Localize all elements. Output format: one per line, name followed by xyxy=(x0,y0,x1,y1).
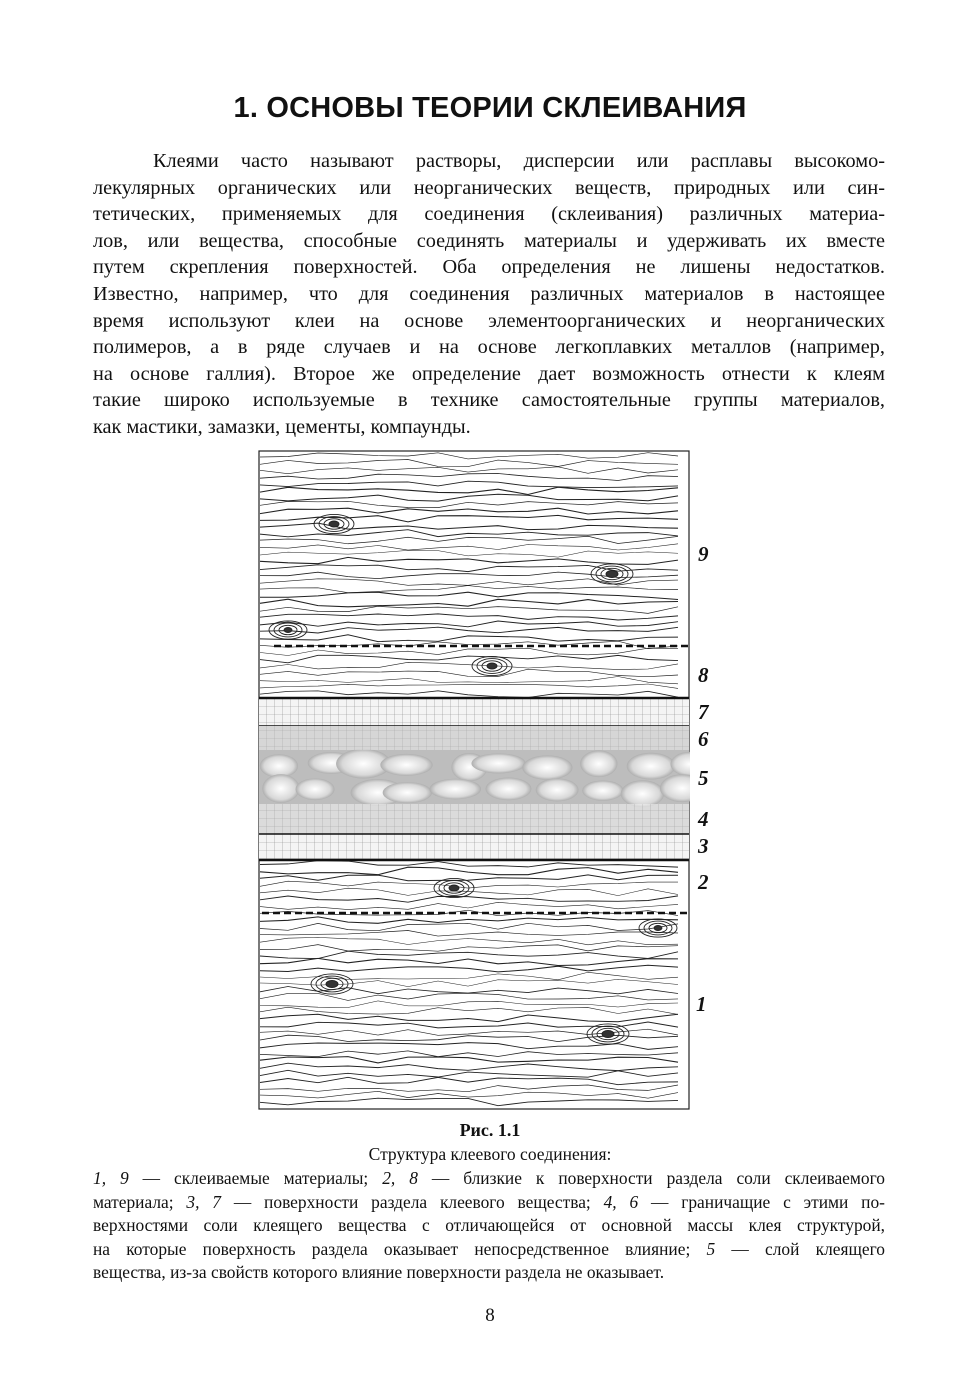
adhesive-cell xyxy=(621,780,664,807)
caption-text: материала; xyxy=(93,1191,187,1212)
layer-label-4: 4 xyxy=(698,807,709,831)
paragraph-line: путем скрепления поверхностей. Оба определения не лишены недостатков. xyxy=(93,256,885,279)
layer-label-5: 5 xyxy=(698,766,709,790)
layer-label-2: 2 xyxy=(698,870,709,894)
paragraph-line: время используют клеи на основе элементоорганических и неорганических xyxy=(93,309,885,332)
layer-4-boundary xyxy=(259,804,689,834)
wood-knot xyxy=(654,926,662,931)
layer-label-9: 9 xyxy=(698,542,709,566)
caption-line xyxy=(93,1238,885,1262)
layer-label-8: 8 xyxy=(698,663,709,687)
caption-text: вещества, из-за свойств которого влияние поверхности раздела не оказывает. xyxy=(93,1262,665,1282)
paragraph-line: тетических, применяемых для соединения (склеивания) различных материа- xyxy=(93,203,885,226)
adhesive-cell xyxy=(260,754,298,777)
caption-layer-ref: 4, 6 xyxy=(603,1191,639,1212)
caption-layer-ref: 3, 7 xyxy=(186,1191,221,1212)
paragraph-line: на основе галлия). Второе же определение дает возможность отнести к клеям xyxy=(93,362,885,385)
paragraph-line: Известно, например, что для соединения различных материалов в настоящее xyxy=(93,282,885,305)
adhesive-cell xyxy=(296,778,335,800)
caption-line xyxy=(93,1167,885,1191)
adhesive-cell xyxy=(580,750,617,777)
caption-text: — слой клеящего xyxy=(715,1238,885,1259)
paragraph-line: Клеями часто называют растворы, дисперсии или расплавы высокомо- xyxy=(153,150,885,172)
adhesive-cell xyxy=(627,753,676,780)
caption-text: на которые поверхность раздела оказывает непосредственное влияние; xyxy=(93,1238,707,1259)
caption-text: — поверхности раздела клеевого вещества; xyxy=(221,1191,604,1212)
adhesive-cell xyxy=(485,778,531,801)
caption-layer-ref: 1, 9 xyxy=(93,1168,129,1188)
caption-line xyxy=(93,1214,885,1238)
adhesive-cell xyxy=(536,778,579,801)
layer-label-1: 1 xyxy=(696,992,707,1016)
wood-knot xyxy=(602,1031,614,1038)
layer-label-3: 3 xyxy=(698,834,709,858)
layer-7-interface xyxy=(259,698,689,726)
paragraph-line: лов, или вещества, способные соединять материалы и удерживать их вместе xyxy=(93,229,885,252)
layer-label-7: 7 xyxy=(698,700,709,724)
figure-caption xyxy=(93,1167,885,1285)
layer-3-interface xyxy=(259,834,689,860)
figure-title: Структура клеевого соединения: xyxy=(368,1144,612,1164)
adhesive-cell xyxy=(262,774,299,803)
caption-layer-ref: 5 xyxy=(706,1238,716,1259)
caption-line xyxy=(93,1191,885,1215)
caption-text: — близкие к поверхности раздела соли склеиваемого xyxy=(417,1168,885,1188)
layer-label-6: 6 xyxy=(698,727,709,751)
adhesive-cell xyxy=(429,779,481,800)
caption-line xyxy=(93,1261,885,1285)
wood-knot xyxy=(606,571,618,578)
adhesive-cell xyxy=(471,753,525,773)
chapter-title: 1. ОСНОВЫ ТЕОРИИ СКЛЕИВАНИЯ xyxy=(233,92,747,124)
paragraph-line: как мастики, замазки, цементы, компаунды. xyxy=(93,415,471,438)
wood-knot xyxy=(329,521,339,527)
adhesive-joint-illustration xyxy=(258,450,690,1110)
wood-knot xyxy=(326,981,338,988)
wood-knot xyxy=(487,663,497,669)
body-paragraph xyxy=(93,148,885,441)
caption-layer-ref: 2, 8 xyxy=(382,1168,418,1188)
adhesive-cell xyxy=(582,781,623,801)
adhesive-cell xyxy=(383,782,432,803)
caption-text: — граничащие с этими по- xyxy=(638,1191,885,1212)
adhesive-cell xyxy=(380,754,432,776)
paragraph-line: такие широко используемые в технике самостоятельные группы материалов, xyxy=(93,389,885,412)
wood-knot xyxy=(449,885,459,891)
figure-number: Рис. 1.1 xyxy=(459,1120,521,1140)
layer-6-boundary xyxy=(259,726,689,750)
wood-knot xyxy=(284,628,292,633)
page-number: 8 xyxy=(485,1305,495,1326)
paragraph-line: лекулярных органических или неорганических веществ, природных или син- xyxy=(93,176,885,199)
caption-text: верхностями соли клеящего вещества с отличающейся от основной массы клея структурой, xyxy=(93,1215,885,1235)
caption-text: — склеиваемые материалы; xyxy=(128,1168,383,1188)
paragraph-line: полимеров, а в ряде случаев и на основе легкоплавких металлов (например, xyxy=(93,336,885,359)
adhesive-cell xyxy=(522,755,572,779)
